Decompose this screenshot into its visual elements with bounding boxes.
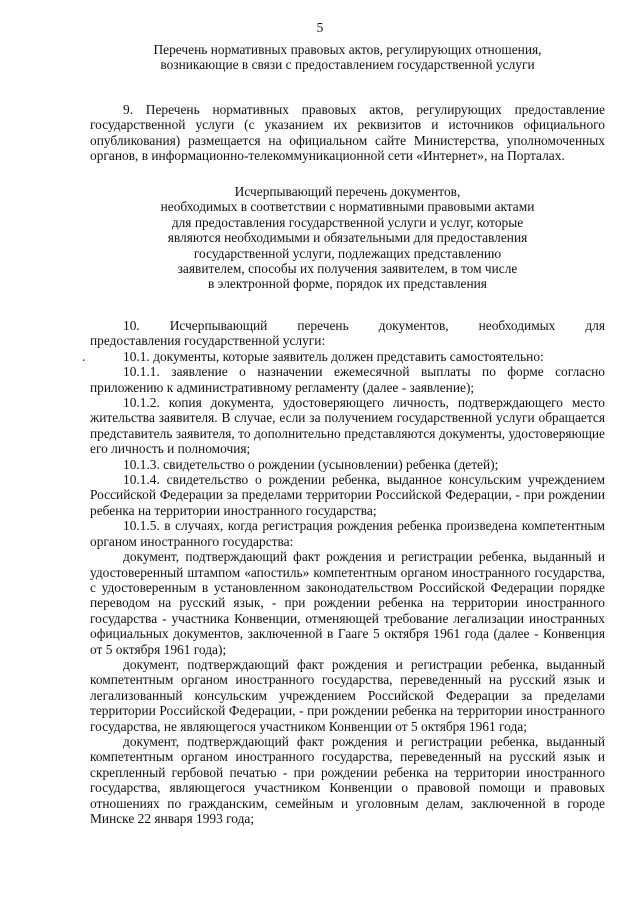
heading-line: являются необходимыми и обязательными для предоставления (167, 230, 528, 246)
item-10-1-1: 10.1.1. заявление о назначении ежемесячной выплаты по форме согласно приложению к административному регламенту (далее - заявление); (90, 364, 605, 395)
item-10-1-5: 10.1.5. в случаях, когда регистрация рождения ребенка произведена компетентным органом иностранного государства: (90, 518, 605, 549)
heading-line: государственной услуги, подлежащих представлению (193, 245, 502, 261)
page-number: 5 (316, 20, 324, 35)
heading-line: для предоставления государственной услуги и услуг, которые (171, 214, 524, 230)
paragraph-10-heading-continued: предоставления государственной услуги: (90, 333, 326, 349)
heading-line: Перечень нормативных правовых актов, регулирующих отношения, (153, 42, 542, 57)
paragraph-10 (90, 318, 605, 826)
stray-dot-mark: . (82, 349, 86, 364)
item-10-1-4: 10.1.4. свидетельство о рождении ребенка, выданное консульским учреждением Российской Федерации за пределами территории Российской Федерации, - при рождении ребенка на территории иностранного государства; (90, 472, 605, 518)
heading-line: заявителем, способы их получения заявителем, в том числе (177, 261, 518, 277)
section-heading-documents (90, 184, 605, 292)
paragraph-text: 9. Перечень нормативных правовых актов, регулирующих предоставление государственной услуги (с указанием их реквизитов и источников официального опубликования) размещается на официальном сайте Министерства, уполномоченных органов, в информационно-телекоммуникационной сети «Интернет», на Порталах. (90, 102, 605, 164)
document-apostille: документ, подтверждающий факт рождения и регистрации ребенка, выданный и удостоверенный штампом «апостиль» компетентным органом иностранного государства, с удостоверенным в установленном законодательством Российской Федерации порядке переводом на русский язык, - при рождении ребенка на территории иностранного государства - участника Конвенции, отменяющей требование легализации иностранных официальных документов, заключенной в Гааге 5 октября 1961 года (далее - Конвенция от 5 октября 1961 года); (90, 549, 605, 657)
heading-line: Исчерпывающий перечень документов, (234, 184, 461, 199)
section-heading-legal-acts (90, 42, 605, 73)
item-10-1-3: 10.1.3. свидетельство о рождении (усыновлении) ребенка (детей); (123, 456, 499, 472)
item-10-1-2: 10.1.2. копия документа, удостоверяющего личность, подтверждающего место жительства заявителя. В случае, если за получением государственной услуги обращается представитель заявителя, то дополнительно представляются документы, удостоверяющие его личность и полномочия; (90, 395, 605, 457)
paragraph-9 (90, 102, 605, 164)
paragraph-10-heading: 10. Исчерпывающий перечень документов, необходимых для (123, 318, 605, 333)
heading-line: в электронной форме, порядок их представления (208, 276, 487, 292)
heading-line: возникающие в связи с предоставлением государственной услуги (160, 57, 535, 73)
document-minsk-convention: документ, подтверждающий факт рождения и регистрации ребенка, выданный компетентным органом иностранного государства, переведенный на русский язык и скрепленный гербовой печатью - при рождении ребенка на территории иностранного государства, являющегося участником Конвенции о правовой помощи и правовых отношениях по гражданским, семейным и уголовным делам, заключенной в городе Минске 22 января 1993 года; (90, 733, 605, 826)
heading-line: необходимых в соответствии с нормативными правовыми актами (160, 199, 535, 215)
item-10-1: 10.1. документы, которые заявитель должен представить самостоятельно: (123, 348, 544, 364)
document-legalized: документ, подтверждающий факт рождения и регистрации ребенка, выданный компетентным органом иностранного государства, переведенный на русский язык и легализованный консульским учреждением Российской Федерации за пределами территории Российской Федерации, - при рождении ребенка на территории иностранного государства, не являющегося участником Конвенции от 5 октября 1961 года; (90, 656, 605, 734)
